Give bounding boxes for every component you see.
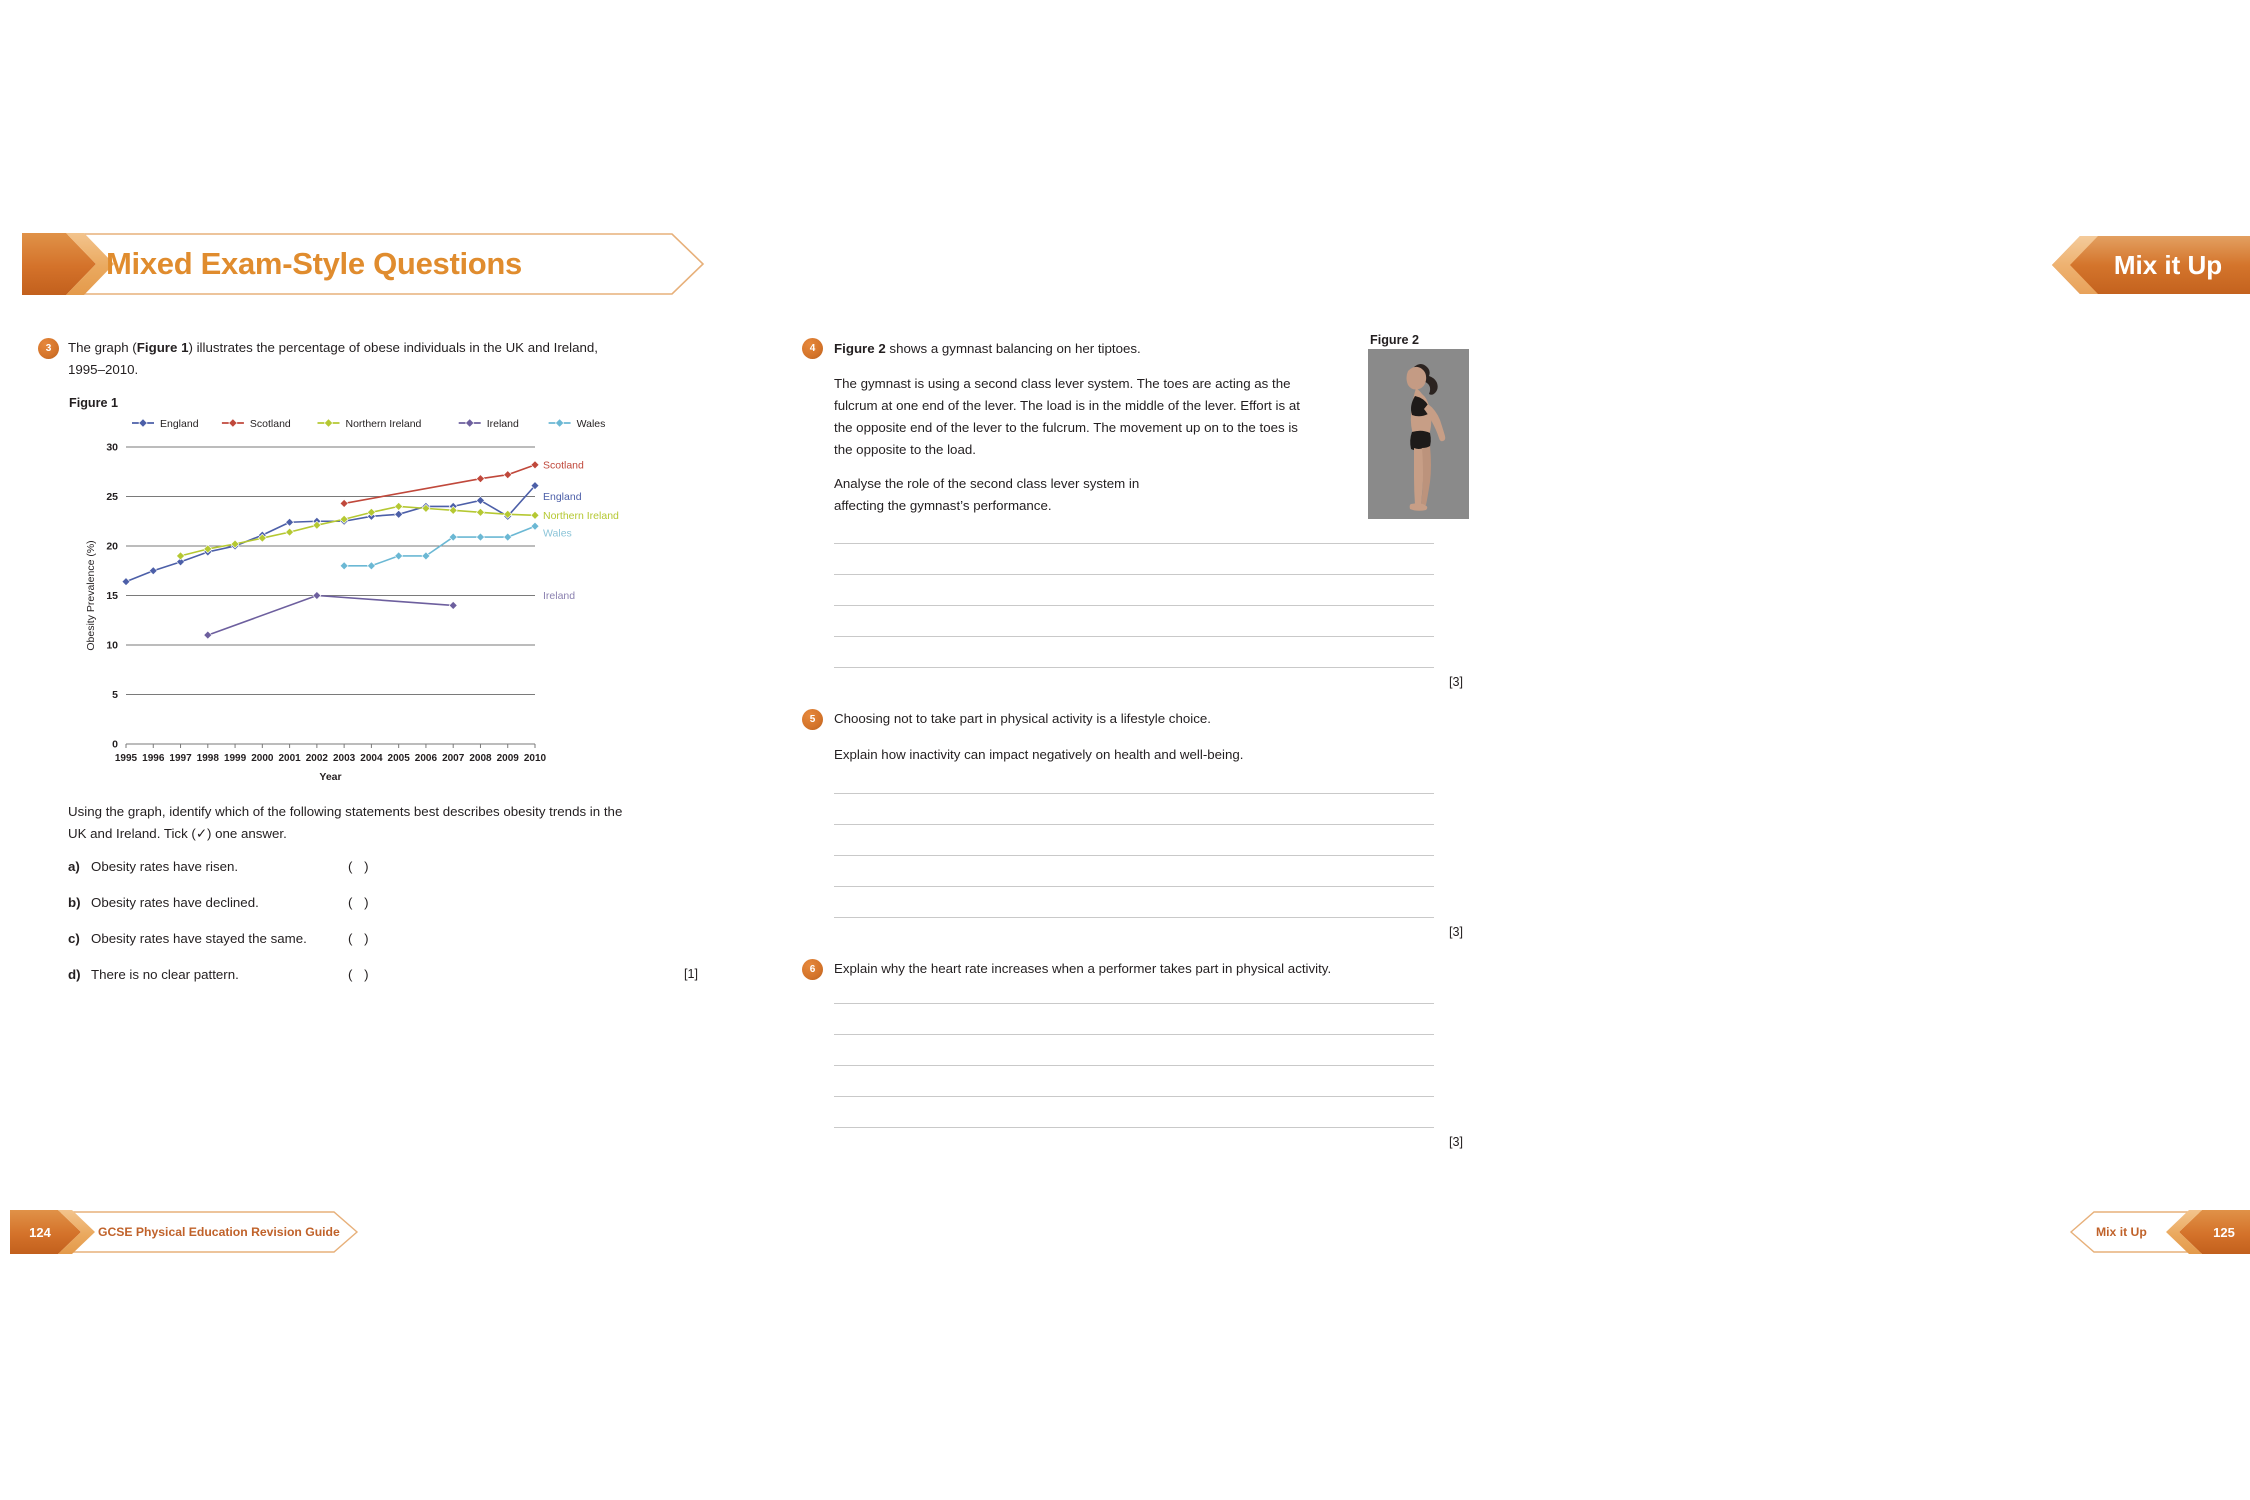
data-point-northern-ireland-2001 (286, 528, 294, 536)
x-tick-2003: 2003 (333, 753, 356, 764)
data-point-wales-2003 (340, 562, 348, 570)
x-tick-2000: 2000 (251, 753, 274, 764)
right-page (750, 0, 2235, 1500)
x-tick-1997: 1997 (169, 753, 192, 764)
legend-item-england (132, 418, 199, 430)
data-point-wales-2009 (504, 533, 512, 541)
q3-stem-line2: 1995–2010. (68, 362, 139, 377)
option-letter-2: c) (68, 931, 80, 946)
x-tick-2001: 2001 (278, 753, 301, 764)
series-end-label-ireland: Ireland (543, 590, 576, 603)
series-line-ireland (208, 596, 453, 636)
question-4-stem (834, 338, 1394, 360)
answer-line-q6-2[interactable] (834, 1065, 1434, 1066)
q4-para-line-2: the opposite end of the lever to the fulcrum. The movement up on to the toes is (834, 420, 1298, 435)
y-tick-0: 0 (112, 738, 118, 751)
footer-page-number-right: 125 (2213, 1224, 2235, 1240)
data-point-england-2005 (395, 510, 403, 518)
x-tick-2007: 2007 (442, 753, 465, 764)
answer-line-q5-2[interactable] (834, 855, 1434, 856)
q3-stem-bold: Figure 1 (136, 340, 189, 355)
series-end-label-wales: Wales (543, 527, 572, 540)
question-5-stem: Choosing not to take part in physical activity is a lifestyle choice. (834, 711, 1211, 726)
page-header-banner (22, 233, 704, 295)
series-end-label-scotland: Scotland (543, 459, 584, 472)
series-ireland (204, 592, 457, 640)
x-tick-2006: 2006 (414, 753, 438, 764)
y-tick-20: 20 (106, 540, 118, 553)
option-text-2: Obesity rates have stayed the same. (91, 931, 307, 946)
answer-line-q5-0[interactable] (834, 793, 1434, 794)
x-tick-2002: 2002 (305, 753, 328, 764)
legend-marker (229, 419, 237, 427)
question-5-marks: [3] (1449, 925, 1464, 939)
answer-line-q5-1[interactable] (834, 824, 1434, 825)
question-number-5: 5 (802, 709, 823, 730)
option-text-1: Obesity rates have declined. (91, 895, 259, 910)
q3-instruction-line2: UK and Ireland. Tick (✓) one answer. (68, 826, 287, 841)
data-point-wales-2005 (395, 552, 403, 560)
data-point-ireland-2007 (449, 601, 457, 609)
y-tick-15: 15 (106, 590, 118, 603)
legend-marker (324, 419, 332, 427)
gymnast-silhouette (1368, 349, 1469, 519)
answer-line-q6-0[interactable] (834, 1003, 1434, 1004)
data-point-wales-2010 (531, 522, 539, 530)
section-tab-label: Mix it Up (2113, 249, 2223, 280)
data-point-northern-ireland-2010 (531, 511, 539, 519)
data-point-wales-2008 (476, 533, 484, 541)
legend-marker (555, 419, 563, 427)
option-letter-0: a) (68, 859, 80, 874)
footer-left (10, 1208, 360, 1256)
question-4-paragraph (834, 373, 1374, 461)
q4-task-line-0: Analyse the role of the second class lever system in (834, 476, 1140, 491)
answer-line-q6-4[interactable] (834, 1127, 1434, 1128)
legend-label: Northern Ireland (345, 418, 422, 430)
data-point-northern-ireland-1997 (177, 552, 185, 560)
footer-page-number-left: 124 (29, 1224, 51, 1240)
figure-1-chart (80, 413, 640, 788)
obesity-line-chart (80, 413, 640, 788)
data-point-england-2001 (286, 518, 294, 526)
data-point-ireland-1998 (204, 631, 212, 639)
legend-label: England (160, 418, 199, 430)
legend-marker (466, 419, 474, 427)
x-tick-2010: 2010 (523, 753, 547, 764)
option-text-0: Obesity rates have risen. (91, 859, 239, 874)
series-northern-ireland (177, 502, 539, 560)
option-letter-3: d) (68, 967, 81, 982)
series-line-england (126, 486, 535, 582)
question-6-marks: [3] (1449, 1135, 1464, 1149)
data-point-northern-ireland-2005 (395, 502, 403, 510)
figure-1-label: Figure 1 (69, 396, 118, 410)
answer-line-q4-1[interactable] (834, 574, 1434, 575)
question-3-marks: [1] (684, 967, 699, 981)
y-tick-10: 10 (106, 639, 118, 652)
legend-label: Scotland (249, 418, 291, 430)
data-point-wales-2004 (367, 562, 375, 570)
legend-label: Ireland (486, 418, 519, 430)
question-6-stem: Explain why the heart rate increases when a performer takes part in physical activity. (834, 961, 1332, 976)
x-tick-1995: 1995 (114, 753, 138, 764)
q3-stem-part1: The graph ( (68, 340, 137, 355)
data-point-england-1996 (149, 567, 157, 575)
option-letter-1: b) (68, 895, 81, 910)
answer-line-q4-3[interactable] (834, 636, 1434, 637)
legend-item-wales (549, 418, 606, 430)
option-text-3: There is no clear pattern. (91, 967, 239, 982)
question-number-4: 4 (802, 338, 823, 359)
series-end-label-england: England (543, 491, 582, 504)
data-point-scotland-2009 (504, 471, 512, 479)
x-tick-2008: 2008 (469, 753, 492, 764)
question-number-6: 6 (802, 959, 823, 980)
legend-label: Wales (576, 418, 606, 430)
y-tick-25: 25 (106, 491, 118, 504)
legend-item-northern-ireland (318, 418, 422, 430)
legend-item-ireland (459, 418, 519, 430)
x-axis-label: Year (319, 771, 342, 783)
q3-instruction-line1: Using the graph, identify which of the following statements best describes obesity trends in the (68, 804, 623, 819)
figure-2-label: Figure 2 (1370, 333, 1419, 347)
figure-2-gymnast-photo (1368, 349, 1469, 519)
series-line-scotland (344, 465, 535, 504)
x-tick-2004: 2004 (360, 753, 383, 764)
page-title: Mixed Exam-Style Questions (106, 246, 522, 281)
data-point-scotland-2010 (531, 461, 539, 469)
question-3-instruction (68, 801, 708, 845)
data-point-england-1995 (122, 578, 130, 586)
data-point-ireland-2002 (313, 592, 321, 600)
option-checkbox-3[interactable]: ( ) (348, 967, 373, 982)
answer-line-q6-3[interactable] (834, 1096, 1434, 1097)
footer-right (2070, 1208, 2250, 1256)
series-england (122, 482, 539, 586)
answer-line-q4-4[interactable] (834, 667, 1434, 668)
series-scotland (340, 461, 539, 508)
x-tick-1999: 1999 (223, 753, 247, 764)
question-4-marks: [3] (1449, 675, 1464, 689)
question-3-stem (68, 337, 668, 381)
y-tick-5: 5 (112, 689, 118, 702)
x-tick-2009: 2009 (496, 753, 519, 764)
question-number-3: 3 (38, 338, 59, 359)
q4-task-line-1: affecting the gymnast’s performance. (834, 498, 1052, 513)
section-tab (2052, 236, 2250, 294)
data-point-scotland-2003 (340, 499, 348, 507)
q4-para-line-1: fulcrum at one end of the lever. The load is in the middle of the lever. Effort is at (834, 398, 1300, 413)
answer-line-q5-3[interactable] (834, 886, 1434, 887)
question-4-task (834, 473, 1334, 517)
y-tick-30: 30 (106, 441, 118, 454)
answer-line-q4-0[interactable] (834, 543, 1434, 544)
x-tick-2005: 2005 (387, 753, 410, 764)
data-point-scotland-2008 (476, 475, 484, 483)
option-checkbox-2[interactable]: ( ) (348, 931, 373, 946)
answer-line-q5-4[interactable] (834, 917, 1434, 918)
option-checkbox-1[interactable]: ( ) (348, 895, 373, 910)
q3-stem-part2: ) illustrates the percentage of obese individuals in the UK and Ireland, (188, 340, 598, 355)
x-tick-1996: 1996 (142, 753, 165, 764)
q4-para-line-3: the opposite to the load. (834, 442, 976, 457)
answer-line-q6-1[interactable] (834, 1034, 1434, 1035)
left-page (0, 0, 750, 1500)
data-point-northern-ireland-2008 (476, 508, 484, 516)
footer-book-title: GCSE Physical Education Revision Guide (98, 1225, 340, 1239)
q4-stem-bold: Figure 2 (834, 341, 886, 356)
series-end-label-northern-ireland: Northern Ireland (543, 509, 619, 522)
legend-marker (139, 419, 147, 427)
question-5-task: Explain how inactivity can impact negatively on health and well-being. (834, 747, 1244, 762)
data-point-england-2008 (476, 496, 484, 504)
q4-para-line-0: The gymnast is using a second class lever system. The toes are acting as the (834, 376, 1291, 391)
footer-section-label: Mix it Up (2096, 1225, 2147, 1239)
answer-line-q4-2[interactable] (834, 605, 1434, 606)
x-tick-1998: 1998 (196, 753, 219, 764)
legend-item-scotland (222, 418, 291, 430)
y-axis-label: Obesity Prevalence (%) (85, 540, 97, 651)
q4-stem-rest: shows a gymnast balancing on her tiptoes. (885, 341, 1141, 356)
option-checkbox-0[interactable]: ( ) (348, 859, 373, 874)
